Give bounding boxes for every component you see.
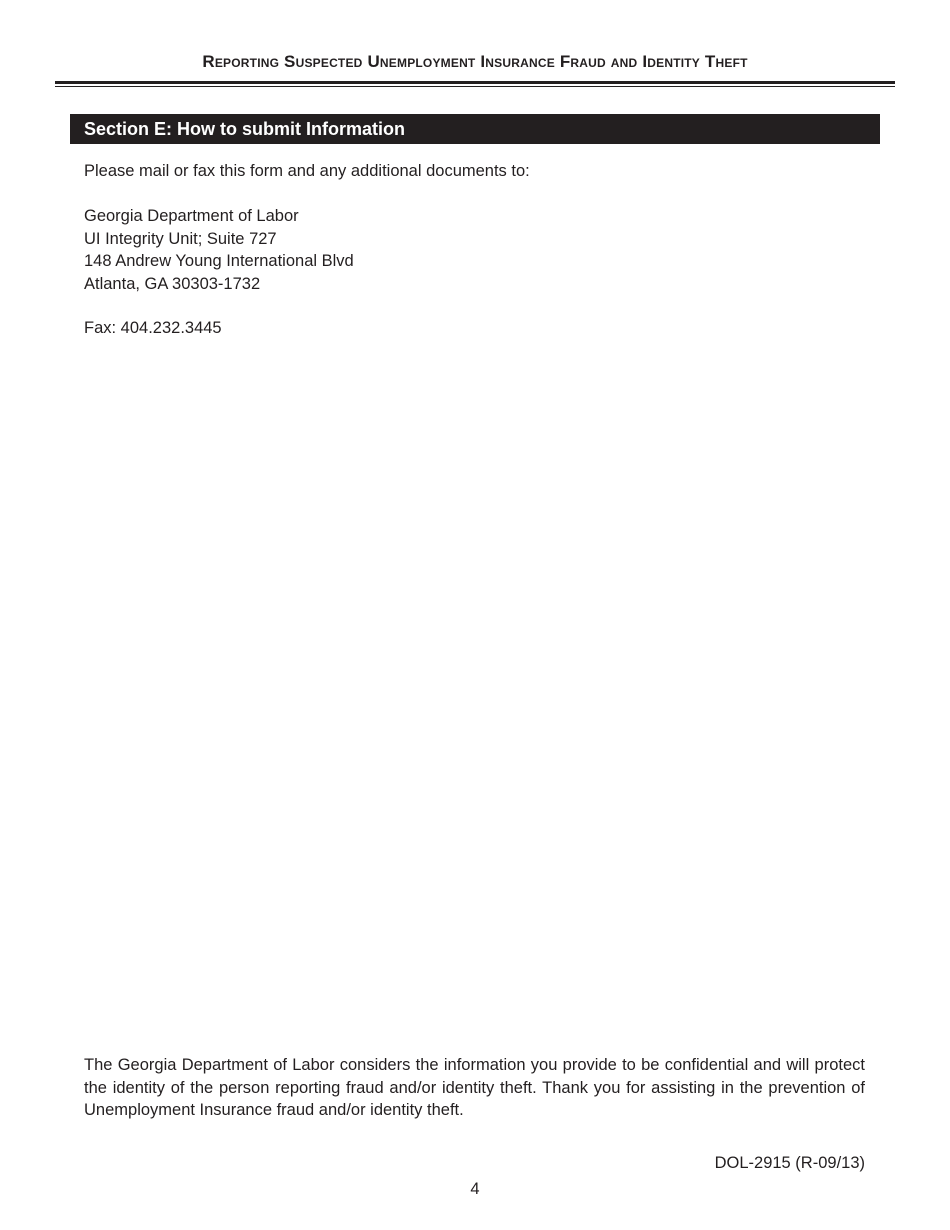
page-number: 4 (470, 1180, 480, 1198)
address-line: Atlanta, GA 30303-1732 (84, 274, 261, 293)
header-rule-thick (55, 81, 895, 84)
mailing-address (84, 205, 354, 295)
instructions-text: Please mail or fax this form and any additional documents to: (84, 162, 530, 180)
header-rule-thin (55, 86, 895, 87)
address-line: UI Integrity Unit; Suite 727 (84, 229, 277, 248)
section-title-bar: Section E: How to submit Information (70, 114, 880, 144)
address-line: Georgia Department of Labor (84, 207, 299, 225)
confidentiality-statement: The Georgia Department of Labor considers the information you provide to be confidential and will protect the identity of the person reporting fraud and/or identity theft. Thank you for assisting in the prevention of Unemployment Insurance fraud and/or identity theft. (84, 1056, 865, 1119)
page-header-title: Reporting Suspected Unemployment Insurance Fraud and Identity Theft (202, 52, 748, 71)
form-number: DOL-2915 (R-09/13) (714, 1154, 865, 1172)
fax-number: Fax: 404.232.3445 (84, 319, 222, 337)
address-line: 148 Andrew Young International Blvd (84, 252, 354, 270)
